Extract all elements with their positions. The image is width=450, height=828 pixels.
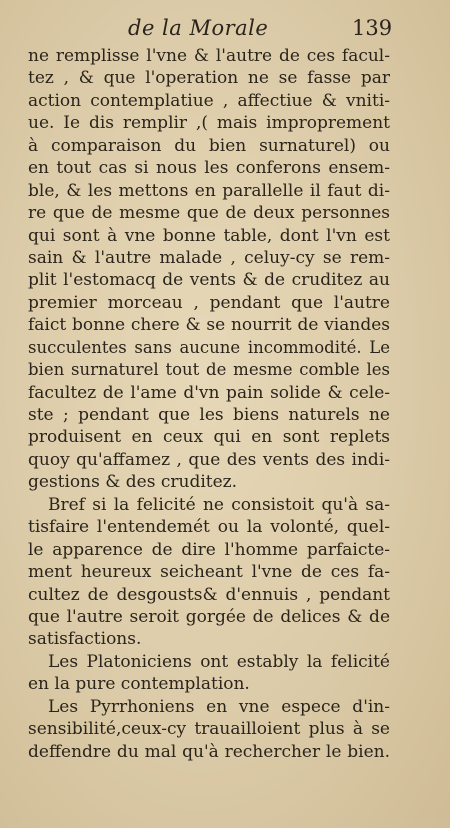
text-line: ne remplisse l'vne & l'autre de ces facul- [28, 46, 390, 66]
text-line: sain & l'autre malade , celuy-cy se rem- [28, 247, 390, 268]
text-line: Les Platoniciens ont estably la felicité [48, 651, 390, 672]
text-line: en la pure contemplation. [28, 674, 250, 695]
text-line: tisfaire l'entendemét ou la volonté, quel- [28, 517, 390, 538]
text-line: cultez de desgousts& d'ennuis , pendant [28, 584, 390, 605]
text-line: succulentes sans aucune incommodité. Le [28, 337, 390, 357]
text-line: le apparence de dire l'homme parfaicte- [28, 539, 390, 560]
text-line: sensibilité,ceux-cy trauailloient plus à se [28, 719, 390, 740]
text-line: satisfactions. [28, 629, 142, 650]
text-line: ste ; pendant que les biens naturels ne [28, 405, 390, 425]
text-line: tez , & que l'operation ne se fasse par [28, 68, 390, 89]
text-line: ment heureux seicheant l'vne de ces fa- [28, 562, 390, 583]
text-line: gestions & des cruditez. [28, 472, 238, 493]
text-line: quoy qu'affamez , que des vents des indi- [28, 449, 390, 470]
text-line: bien surnaturel tout de mesme comble les [28, 360, 390, 380]
page-number: 139 [352, 16, 393, 40]
text-line: qui sont à vne bonne table, dont l'vn est [28, 225, 390, 246]
text-line: plit l'estomacq de vents & de cruditez au [28, 270, 390, 291]
body-text [28, 45, 390, 763]
page-header [0, 16, 450, 46]
text-line: facultez de l'ame d'vn pain solide & cele- [28, 382, 390, 403]
text-line: en tout cas si nous les conferons ensem- [28, 158, 390, 179]
text-line: re que de mesme que de deux personnes [28, 203, 390, 224]
text-line: deffendre du mal qu'à rechercher le bien. [28, 741, 390, 762]
text-line: que l'autre seroit gorgée de delices & de [28, 606, 390, 627]
text-line: à comparaison du bien surnaturel) ou [28, 135, 390, 156]
text-line: premier morceau , pendant que l'autre [28, 292, 390, 313]
running-title: de la Morale [128, 16, 269, 40]
text-line: action contemplatiue , affectiue & vniti- [28, 90, 390, 111]
text-line: Bref si la felicité ne consistoit qu'à sa- [48, 494, 390, 515]
text-line: ble, & les mettons en parallelle il faut di- [28, 180, 390, 201]
text-line: faict bonne chere & se nourrit de viandes [28, 315, 390, 336]
text-line: ue. Ie dis remplir ,( mais improprement [28, 113, 390, 134]
text-line: produisent en ceux qui en sont replets [28, 427, 390, 448]
text-line: Les Pyrrhoniens en vne espece d'in- [48, 696, 390, 717]
